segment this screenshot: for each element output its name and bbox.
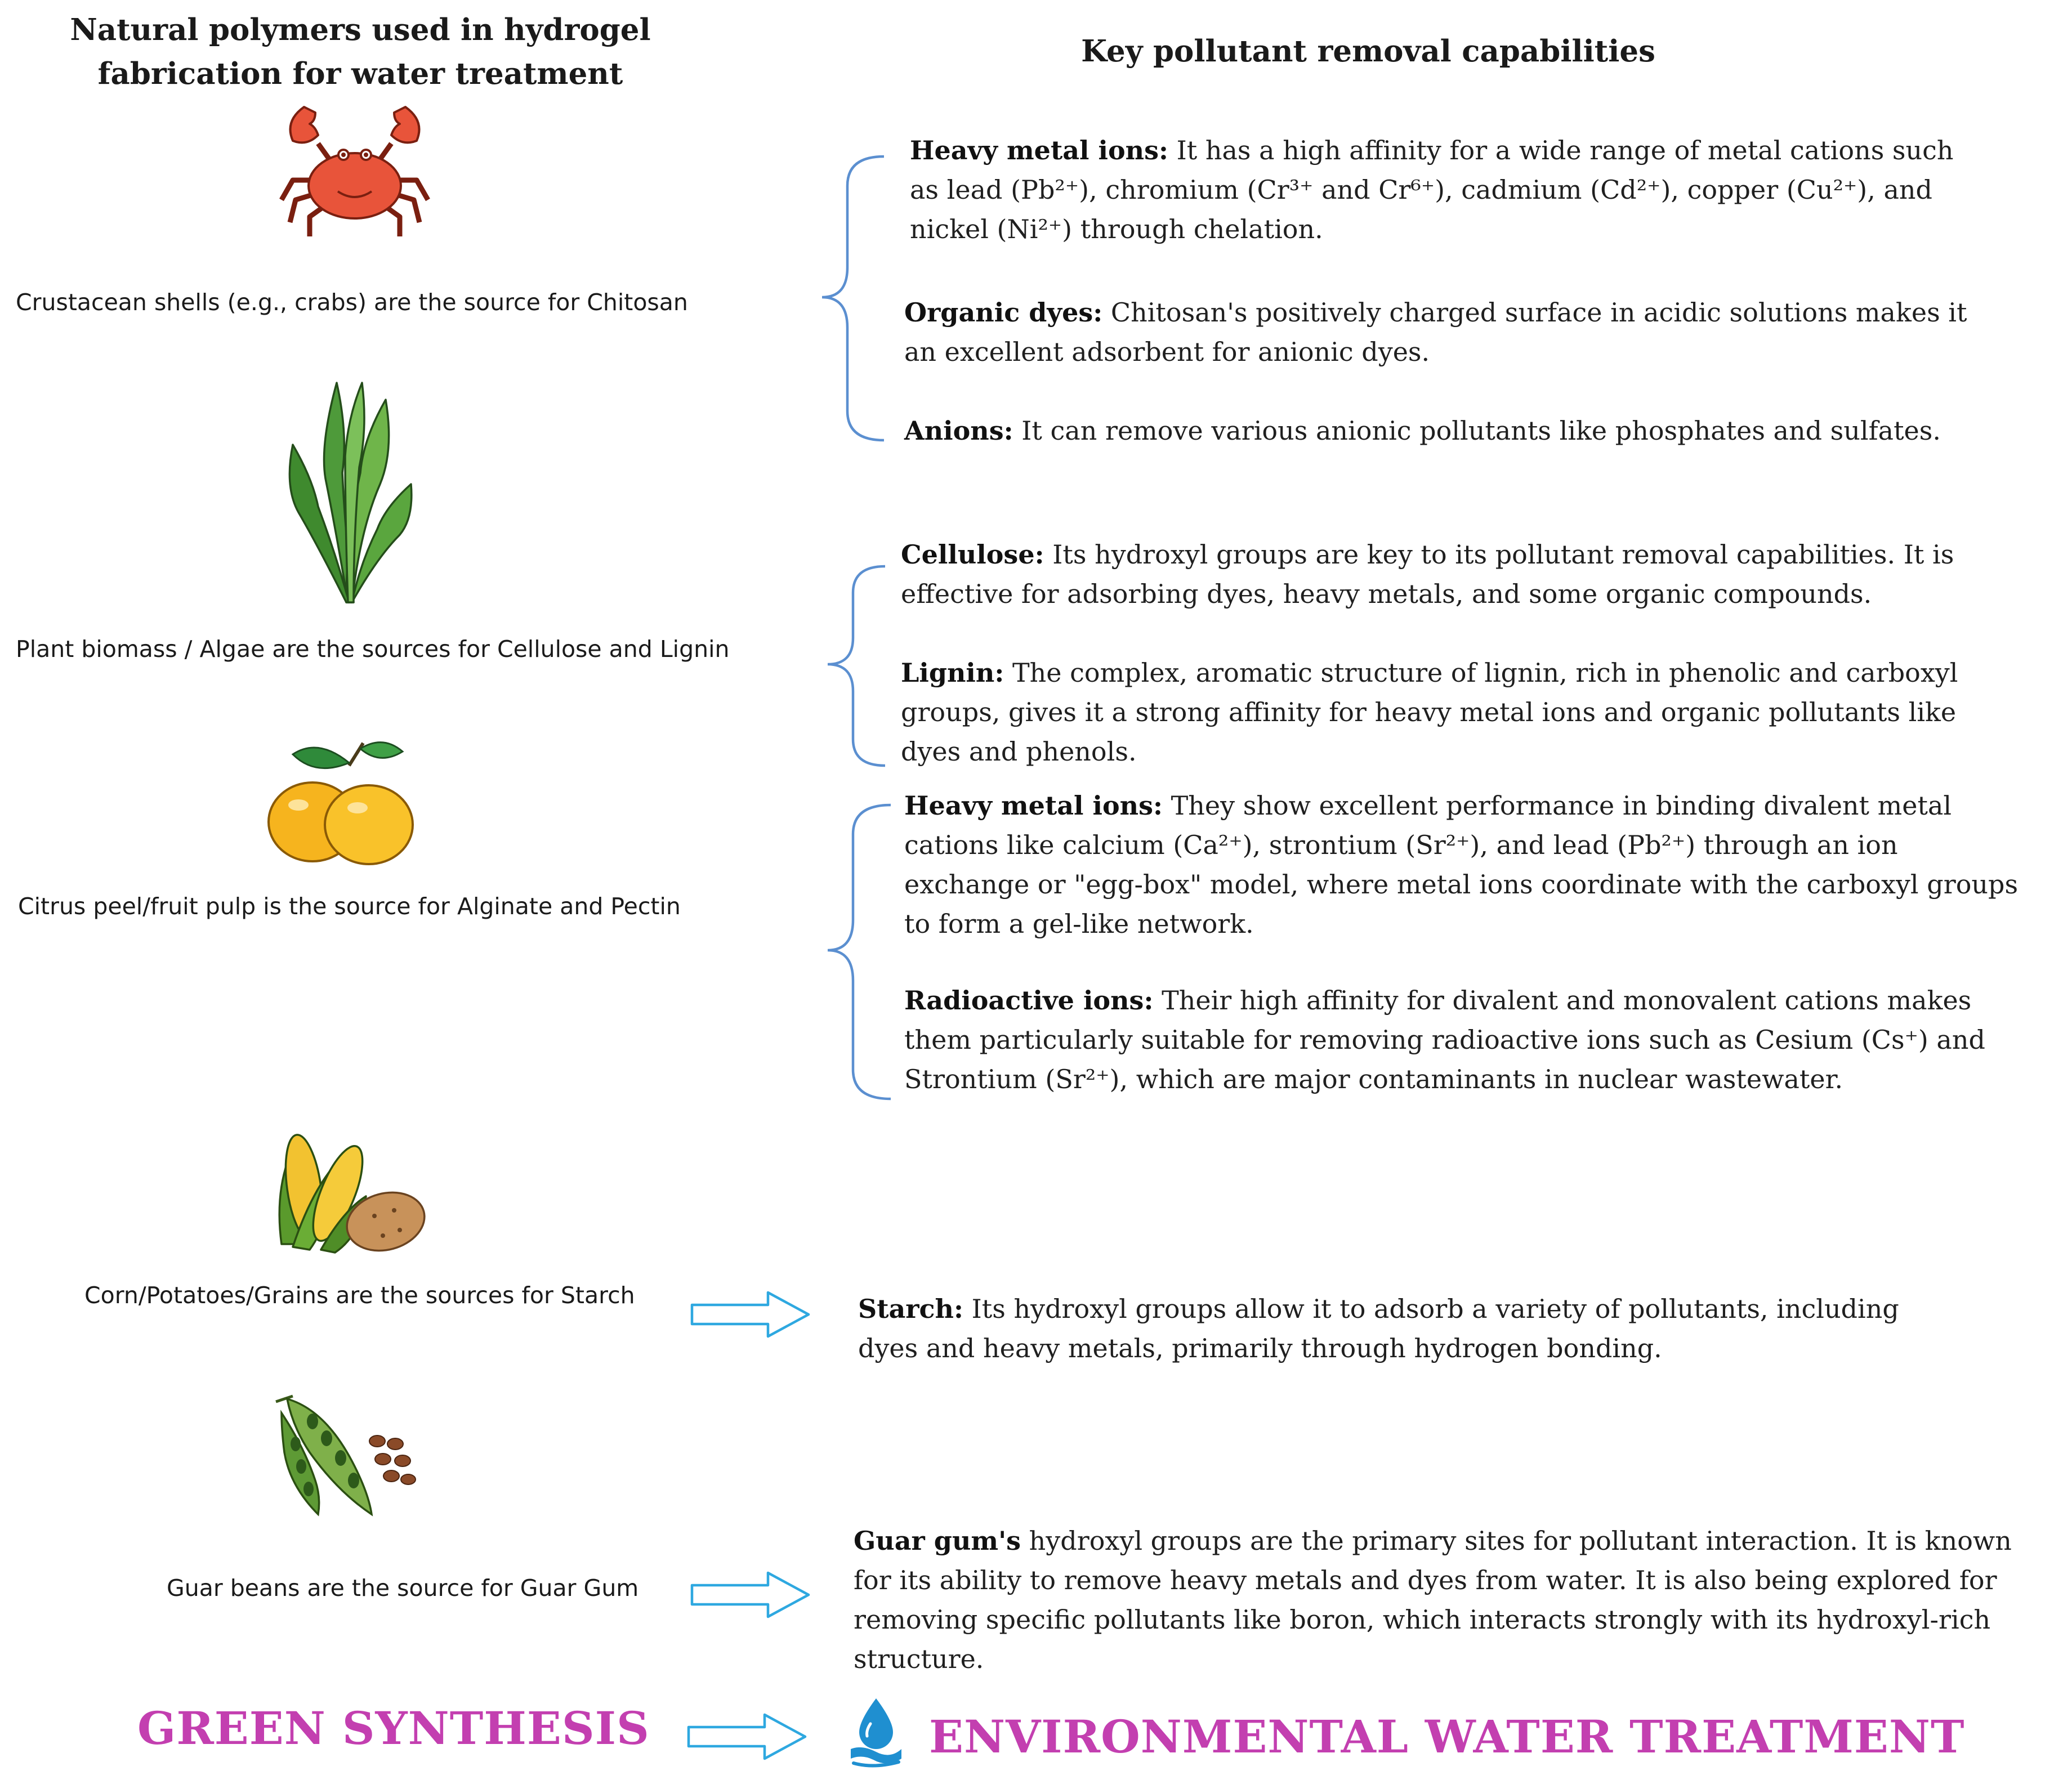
- chitosan-organic-dyes-text: [904, 293, 1968, 372]
- source-label-starch: Corn/Potatoes/Grains are the sources for Starch: [84, 1282, 635, 1309]
- bracket-alginate-pectin: [822, 800, 895, 1104]
- seaweed-icon: [282, 377, 417, 608]
- term-lignin: Lignin:: [901, 658, 1004, 688]
- chitosan-heavy-metal-text: [910, 131, 1974, 249]
- alginate-heavy-metal-text: [904, 786, 2019, 943]
- chitosan-heavy-metal-desc: It has a high affinity for a wide range of metal cations such as lead (Pb²⁺), chromium (Cr³⁺ and Cr⁶⁺), cadmium (Cd²⁺), copper (Cu²⁺), and nickel (Ni²⁺) through chelation.: [910, 135, 1954, 244]
- left-title-line-1: Natural polymers used in hydrogel: [70, 12, 651, 47]
- term-guar-gum: Guar gum's: [854, 1526, 1021, 1556]
- cellulose-text: [901, 535, 1982, 614]
- radioactive-ions-desc: Their high affinity for divalent and monovalent cations makes them particularly suitable for removing radioactive ions such as Cesium (Cs⁺) and Strontium (Sr²⁺), which are major contaminants in nuclear wastewater.: [904, 985, 1985, 1094]
- term-starch: Starch:: [858, 1294, 963, 1324]
- guar-bean-icon: [270, 1390, 422, 1520]
- source-label-chitosan: Crustacean shells (e.g., crabs) are the source for Chitosan: [16, 289, 688, 316]
- arrow-guar-gum-icon: [689, 1569, 813, 1620]
- cellulose-desc: Its hydroxyl groups are key to its pollutant removal capabilities. It is effective for adsorbing dyes, heavy metals, and some organic compounds.: [901, 539, 1954, 609]
- term-anions: Anions:: [904, 415, 1013, 446]
- term-organic-dyes: Organic dyes:: [904, 297, 1103, 328]
- chitosan-anions-text: [904, 411, 1968, 450]
- starch-text: [858, 1289, 1962, 1368]
- chitosan-organic-dyes-desc: Chitosan's positively charged surface in acidic solutions makes it an excellent adsorbent for anionic dyes.: [904, 297, 1967, 367]
- right-column-title: Key pollutant removal capabilities: [1081, 34, 1655, 69]
- arrow-starch-icon: [689, 1289, 813, 1340]
- green-synthesis-label: GREEN SYNTHESIS: [137, 1702, 650, 1755]
- chitosan-anions-desc: It can remove various anionic pollutants like phosphates and sulfates.: [1021, 415, 1941, 446]
- lemon-icon: [265, 732, 417, 867]
- term-cellulose: Cellulose:: [901, 539, 1044, 570]
- lignin-text: [901, 653, 2004, 771]
- lignin-desc: The complex, aromatic structure of lignin, rich in phenolic and carboxyl groups, gives it a strong affinity for heavy metal ions and organic pollutants like dyes and phenols.: [901, 658, 1958, 767]
- arrow-footer-icon: [686, 1711, 810, 1762]
- term-heavy-metal-ions-alginate: Heavy metal ions:: [904, 790, 1163, 821]
- alginate-heavy-metal-desc: They show excellent performance in binding divalent metal cations like calcium (Ca²⁺), strontium (Sr²⁺), and lead (Pb²⁺) through an ion exchange or "egg-box" model, where metal ions coordinate with the carboxyl groups to form a gel-like network.: [904, 790, 2019, 939]
- water-drop-hand-icon: [848, 1696, 904, 1769]
- left-column-title: [23, 8, 698, 96]
- guar-gum-desc: hydroxyl groups are the primary sites for pollutant interaction. It is known for its ability to remove heavy metals and dyes from water. It is also being explored for removing specific pollutants like boron, which interacts strongly with its hydroxyl-rich structure.: [854, 1526, 2012, 1674]
- term-radioactive-ions: Radioactive ions:: [904, 985, 1154, 1016]
- source-label-guar-gum: Guar beans are the source for Guar Gum: [167, 1575, 639, 1602]
- corn-potato-icon: [270, 1126, 428, 1255]
- starch-desc: Its hydroxyl groups allow it to adsorb a variety of pollutants, including dyes and heavy metals, primarily through hydrogen bonding.: [858, 1294, 1899, 1363]
- guar-gum-text: [854, 1521, 2053, 1679]
- left-title-line-2: fabrication for water treatment: [97, 56, 623, 91]
- bracket-cellulose-lignin: [822, 562, 890, 770]
- term-heavy-metal-ions: Heavy metal ions:: [910, 135, 1168, 166]
- crab-icon: [270, 96, 439, 242]
- source-label-alginate-pectin: Citrus peel/fruit pulp is the source for Alginate and Pectin: [18, 893, 681, 920]
- bracket-chitosan: [816, 152, 890, 445]
- source-label-cellulose-lignin: Plant biomass / Algae are the sources for Cellulose and Lignin: [16, 636, 730, 663]
- radioactive-ions-text: [904, 981, 2036, 1099]
- environmental-water-treatment-label: ENVIRONMENTAL WATER TREATMENT: [929, 1710, 1965, 1763]
